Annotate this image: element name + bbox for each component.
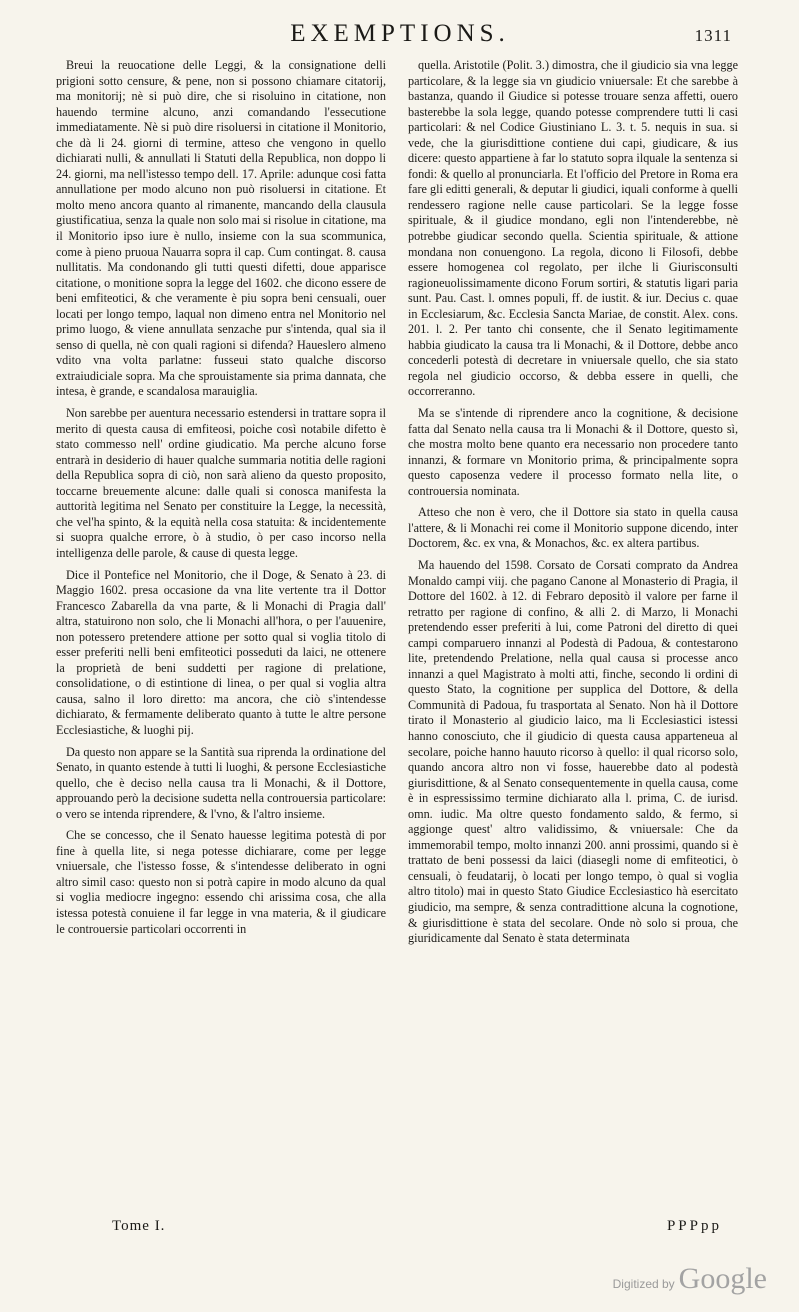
right-paragraph-1: quella. Aristotile (Polit. 3.) dimostra, che il giudicio sia vna legge particolare, & la legge sia vn giudicio vniuersale: Et che sarebbe à bastanza, quando il Giudice si potesse trouare senza affetti, ouero basterebbe la sola legge, quando potesse comprendere tutti li casi particolari: & nel Codice Giustiniano L. 3. t. 5. nequis in sua. si vede, che la giurisdittione contiene dui capi, giudicare, & ius dicere: questo appartiene à far lo statuto sopra ilquale la sentenza si fondi: & quello al pronunciarla. Et l'officio del Pretore in Roma era fare gli editti generali, & deputar li giudici, iquali conforme à quelli rendessero ragione nelle cause particolari. Se la legge fosse spirituale, & il giudice mondano, egli non l'intenderebbe, nè potrebbe giudicar secondo quella. Scientia spirituale, & attione mondana non conuengono. La regola, dicono li Filosofi, debbe essere homogenea col regolato, per ilche li Giurisconsulti ragioneuolissimamente dicono Forum sortiri, & statutis ligari paria sunt. Pau. Cast. l. omnes populi, ff. de iustit. & iur. Decius c. quae in Ecclesiarum, &c. Ecclesia Sancta Mariae, de constit. Alex. cons. 201. l. 2. Per tanto chi consente, che il Senato legitimamente habbia giudicato la causa tra li Monachi, & il Dottore, debbe anco concederli potestà di decretare in vniuersale quello, che sia stato regola nel giudicio occorso, & debba essere in quelli, che occorreranno. bbox=[408, 58, 738, 399]
page-footer bbox=[56, 1212, 742, 1242]
left-paragraph-2: Non sarebbe per auentura necessario estendersi in trattare sopra il merito di questa causa di emfiteosi, poiche così notabile difetto è stato commesso nell' ordine giudicatio. Ma perche alcuno forse entrarà in desiderio di hauer qualche summaria notitia delle ragioni della Republica sopra di ciò, non sarà alieno da questo proposito, toccarne breuemente alcune: dalle quali si conosca manifesta la auttorità legitima nel Senato per constituire la Legge, la necessità, che vel'ha spinto, & la equità nella cosa statuita: & incidentemente si suopra qualche errore, ò à studio, ò per caso incorso nella intelligenza delle parole, & cause di questa legge. bbox=[56, 406, 386, 560]
signature-mark: PPPpp bbox=[666, 1218, 722, 1234]
page-number: 1311 bbox=[694, 26, 732, 45]
watermark-prefix: Digitized by bbox=[612, 1277, 675, 1291]
left-paragraph-3: Dice il Pontefice nel Monitorio, che il Doge, & Senato à 23. di Maggio 1602. presa occasione da vna lite vertente tra il Dottor Francesco Zabarella da vna parte, & li Monachi di Pragia dall' altra, statuirono non solo, che li Monachi all'hora, o per l'auuenire, non potessero pretendere attione per sotto qual si voglia titolo di esser preferiti nelli beni emfiteotici posseduti da laici, ne ottenere la proprietà de beni suddetti per ragione di prelatione, consolidatione, o di estintione di linea, o per qual si voglia altra causa, salno il loro diretto: ma ancora, che ciò s'intendesse dichiarato, & fermamente deliberato quanto à tutte le altre persone Ecclesiastiche, & luoghi pij. bbox=[56, 567, 386, 737]
left-paragraph-5: Che se concesso, che il Senato hauesse legitima potestà di por fine à quella lite, si nega potesse dichiarare, come per legge vniuersale, che l'istesso fosse, & s'intendesse deliberato in ogni altro simil caso: questo non si potrà capire in modo alcuno da qual si voglia mediocre ingegno: essendo chi arissima cosa, che alla istessa potestà conuiene il far legge in vna materia, & il giudicare le controuersie particolari occorrenti in bbox=[56, 828, 386, 936]
running-head: EXEMPTIONS. bbox=[290, 20, 510, 47]
tome-label: Tome I. bbox=[112, 1218, 166, 1234]
right-paragraph-4: Ma hauendo del 1598. Corsato de Corsati comprato da Andrea Monaldo campi viij. che pagano Canone al Monasterio di Pragia, il Dottore del 1602. à 12. di Febraro depositò il valore per farne il retratto per ragione di confino, & alli 2. di Marzo, li Monachi pretendendo esser preferiti à lui, come Patroni del diretto di quei campi comparuero innanzi al Podestà di Padoua, & contestarono lite, pretendendo Prelatione, nella qual causa si processe anco innanzi a quel Magistrato à molti atti, finche, secondo li ordini di questo Stato, la cognitione per supplica del Dottore, & della Communità di Padoua, fu trasportata al Senato. Non hà il Dottore tirato il Monasterio al giudicio laico, ma li Ecclesiastici istessi hanno conosciuto, che il giudicio di questa causa apparteneua al secolare, poiche hanno hauuto ricorso à quello: il qual ricorso solo, quando ancora altro non vi fosse, hauerebbe dato al podestà giurisdittione, & al Senato consequentemente in quella causa, come è in espressissimo termine dichiarato alla l. prima, C. de iurisd. omn. iudic. Ma oltre questo fondamento saldo, & fermo, si aggionge quest' altro validissimo, & vniuersale: Che da immemorabil tempo, molto innanzi 200. anni prossimi, quando si è trattato de beni possessi da laici (diasegli nome di emfiteotici, ò censuali, ò feudatarij, ò locati per longo tempo, ò qual si voglia altro titolo) mai in questo Stato Giudice Ecclesiastico hà esercitato giudicio, ma sempre, & senza contradittione alcuna la cognotione, & giurisdittione è stata del secolare. Onde nò solo si proua, che giuridicamente dal Senato è stata determinata bbox=[408, 557, 738, 946]
digitized-watermark bbox=[613, 1262, 767, 1302]
google-logo: Google bbox=[678, 1262, 767, 1295]
page-header bbox=[40, 20, 760, 54]
right-column bbox=[408, 58, 738, 1208]
right-paragraph-2: Ma se s'intende di riprendere anco la cognitione, & decisione fatta dal Senato nella causa tra li Monachi & il Dottore, questo sì, che mostra molto bene quanto era necessario non procedere tanto innanzi, & formare vn Monitorio prima, & principalmente sopra questo caposenza vedere il processo formato nella lite, o controuersia nominata. bbox=[408, 406, 738, 498]
left-paragraph-1: Breui la reuocatione delle Leggi, & la consignatione delli prigioni sotto censure, & pene, non si possono chiamare citatorij, ma monitorij; nè si può dire, che si risoluino in citatione, non hauendo termine alcuno, anzi comandando l'essecutione immediatamente. Nè si può dire risoluersi in citatione il Monitorio, che dà li 24. giorni di termine, atteso che vengono in quello dichiarati nulli, & annullati li Statuti della Republica, non doppo li 24. giorni, ma nell'istesso tempo dell. 17. Aprile: adunque cosi fatta annullatione per modo alcuno non può risoluersi in citatione. Et molto meno ancora quanto al rimanente, mancando della clausula giustificatiua, senza la quale non solo mai si risolue in citatione, ma il Monitorio ipso iure è nullo, insieme con la sua scommunica, come à pieno pruoua Nauarra sopra il cap. Cum contingat. 8. causa nullitatis. Ma condonando gli tutti questi difetti, doue apparisce citatione, o monitione sopra la legge del 1602. che dicono essere de beni emfiteotici, & che veramente è piu sopra beni censuali, ouer locati per longo tempo, laqual non dimeno entra nel Monitorio nel primo luogo, & viene annullata senzache pur s'intenda, qual sia il senso di quella, nè con quali ragioni si difenda? Haueslero almeno vdito vna volta parlatne: fusseui stato qualche discorso extraiudiciale sopra. Ma che sprouistamente sia prima dannata, che intesa, è grande, e scandalosa marauiglia. bbox=[56, 58, 386, 399]
text-columns bbox=[56, 58, 742, 1208]
left-column bbox=[56, 58, 386, 1208]
left-paragraph-4: Da questo non appare se la Santità sua riprenda la ordinatione del Senato, in quanto estende à tutti li luoghi, & persone Ecclesiastiche quello, che è deciso nella causa tra li Monachi, & il Dottore, approuando però la decisione sudetta nella controuersia particolare: o vero se intenda riprendere, & l'vno, & l'altro insieme. bbox=[56, 744, 386, 821]
right-paragraph-3: Atteso che non è vero, che il Dottore sia stato in quella causa l'attere, & li Monachi rei come il Monitorio suppone dicendo, inter Doctorem, &c. ex vna, & Monachos, &c. ex altera partibus. bbox=[408, 505, 738, 551]
